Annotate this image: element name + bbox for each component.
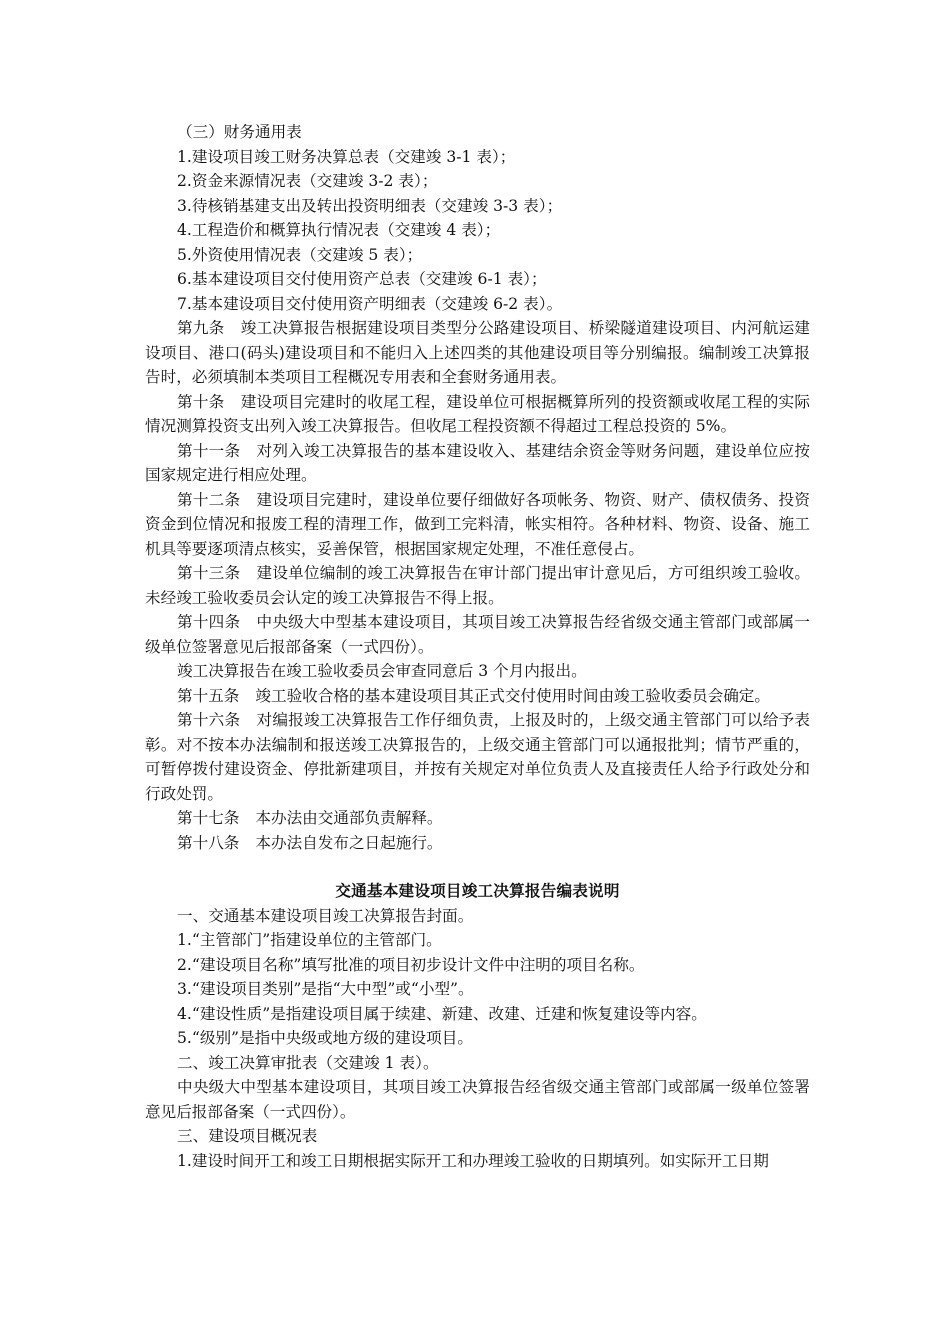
article-label: 第十四条 <box>177 613 241 631</box>
list-item: 5.外资使用情况表（交建竣 5 表）； <box>177 245 423 264</box>
article-13 <box>145 561 810 610</box>
article-text: 中央级大中型基本建设项目，其项目竣工决算报告经省级交通主管部门或部属一级单位签署意见后报部备案（一式四份）。 <box>145 613 810 656</box>
article-label: 第十六条 <box>177 711 241 729</box>
note-heading: 三、建设项目概况表 <box>177 1127 318 1145</box>
list-item: 7.基本建设项目交付使用资产明细表（交建竣 6-2 表）。 <box>177 294 563 313</box>
list-item: 2.资金来源情况表（交建竣 3-2 表）； <box>177 172 438 190</box>
note-item: 2.“建设项目名称”填写批准的项目初步设计文件中注明的项目名称。 <box>177 955 645 974</box>
article-text: 竣工验收合格的基本建设项目其正式交付使用时间由竣工验收委员会确定。 <box>255 686 770 705</box>
articles <box>145 316 810 855</box>
note-heading: 一、交通基本建设项目竣工决算报告封面。 <box>177 906 474 925</box>
note-item: 5.“级别”是指中央级或地方级的建设项目。 <box>177 1029 473 1047</box>
article-label: 第十一条 <box>177 441 241 460</box>
article-15 <box>145 684 810 709</box>
article-label: 第九条 <box>177 319 225 337</box>
article-label: 第十二条 <box>177 490 241 509</box>
article-text: 竣工决算报告根据建设项目类型分公路建设项目、桥梁隧道建设项目、内河航运建设项目、港口(码头)建设项目和不能归入上述四类的其他建设项目等分别编报。编制竣工决算报告时，必须填制本类项目工程概况专用表和全套财务通用表。 <box>145 319 810 386</box>
note-heading: 二、竣工决算审批表（交建竣 1 表）。 <box>177 1053 439 1072</box>
note-item: 3.“建设项目类别”是指“大中型”或“小型”。 <box>177 980 474 998</box>
notes <box>145 904 810 1174</box>
note-item: 1.“主管部门”指建设单位的主管部门。 <box>177 931 442 949</box>
article-label: 第十五条 <box>177 686 240 705</box>
article-17 <box>145 806 810 831</box>
article-label: 第十八条 <box>177 833 240 852</box>
article-18 <box>145 831 810 856</box>
article-14-note <box>145 659 810 684</box>
article-text: 本办法由交通部负责解释。 <box>255 809 443 827</box>
article-text: 建设项目完建时的收尾工程，建设单位可根据概算所列的投资额或收尾工程的实际情况测算投资支出列入竣工决算报告。但收尾工程投资额不得超过工程总投资的 5%。 <box>145 392 810 435</box>
article-9 <box>145 316 810 390</box>
article-12 <box>145 488 810 562</box>
list-item: 4.工程造价和概算执行情况表（交建竣 4 表）； <box>177 221 501 239</box>
article-text: 对列入竣工决算报告的基本建设收入、基建结余资金等财务问题，建设单位应按国家规定进行相应处理。 <box>145 441 810 484</box>
article-label: 第十七条 <box>177 809 240 827</box>
article-text: 本办法自发布之日起施行。 <box>255 833 443 852</box>
article-16 <box>145 708 810 806</box>
article-label: 第十条 <box>177 392 225 411</box>
note-item: 中央级大中型基本建设项目，其项目竣工决算报告经省级交通主管部门或部属一级单位签署意见后报部备案（一式四份）。 <box>145 1078 810 1121</box>
note-item: 1.建设时间开工和竣工日期根据实际开工和办理竣工验收的日期填列。如实际开工日期 <box>177 1151 769 1170</box>
list-item: 3.待核销基建支出及转出投资明细表（交建竣 3-3 表）； <box>177 196 563 215</box>
section-header: （三）财务通用表 <box>177 123 302 141</box>
document-page <box>145 120 810 1173</box>
article-text: 竣工决算报告在竣工验收委员会审查同意后 3 个月内报出。 <box>177 662 587 680</box>
article-10 <box>145 390 810 439</box>
article-text: 建设单位编制的竣工决算报告在审计部门提出审计意见后，方可组织竣工验收。未经竣工验收委员会认定的竣工决算报告不得上报。 <box>145 564 810 607</box>
article-text: 建设项目完建时，建设单位要仔细做好各项帐务、物资、财产、债权债务、投资资金到位情况和报废工程的清理工作，做到工完料清，帐实相符。各种材料、物资、设备、施工机具等要逐项清点核实，妥善保管，根据国家规定处理，不准任意侵占。 <box>145 490 810 558</box>
section-title: 交通基本建设项目竣工决算报告编表说明 <box>335 881 620 900</box>
list-item: 6.基本建设项目交付使用资产总表（交建竣 6-1 表）； <box>177 270 547 288</box>
article-14 <box>145 610 810 659</box>
table-list <box>145 145 810 317</box>
article-text: 对编报竣工决算报告工作仔细负责，上报及时的，上级交通主管部门可以给予表彰。对不按本办法编制和报送竣工决算报告的，上级交通主管部门可以通报批判；情节严重的，可暂停拨付建设资金、停批新建项目，并按有关规定对单位负责人及直接责任人给予行政处分和行政处罚。 <box>145 711 810 803</box>
article-label: 第十三条 <box>177 564 241 582</box>
list-item: 1.建设项目竣工财务决算总表（交建竣 3-1 表）； <box>177 147 516 166</box>
note-item: 4.“建设性质”是指建设项目属于续建、新建、改建、迁建和恢复建设等内容。 <box>177 1004 707 1023</box>
article-11 <box>145 439 810 488</box>
